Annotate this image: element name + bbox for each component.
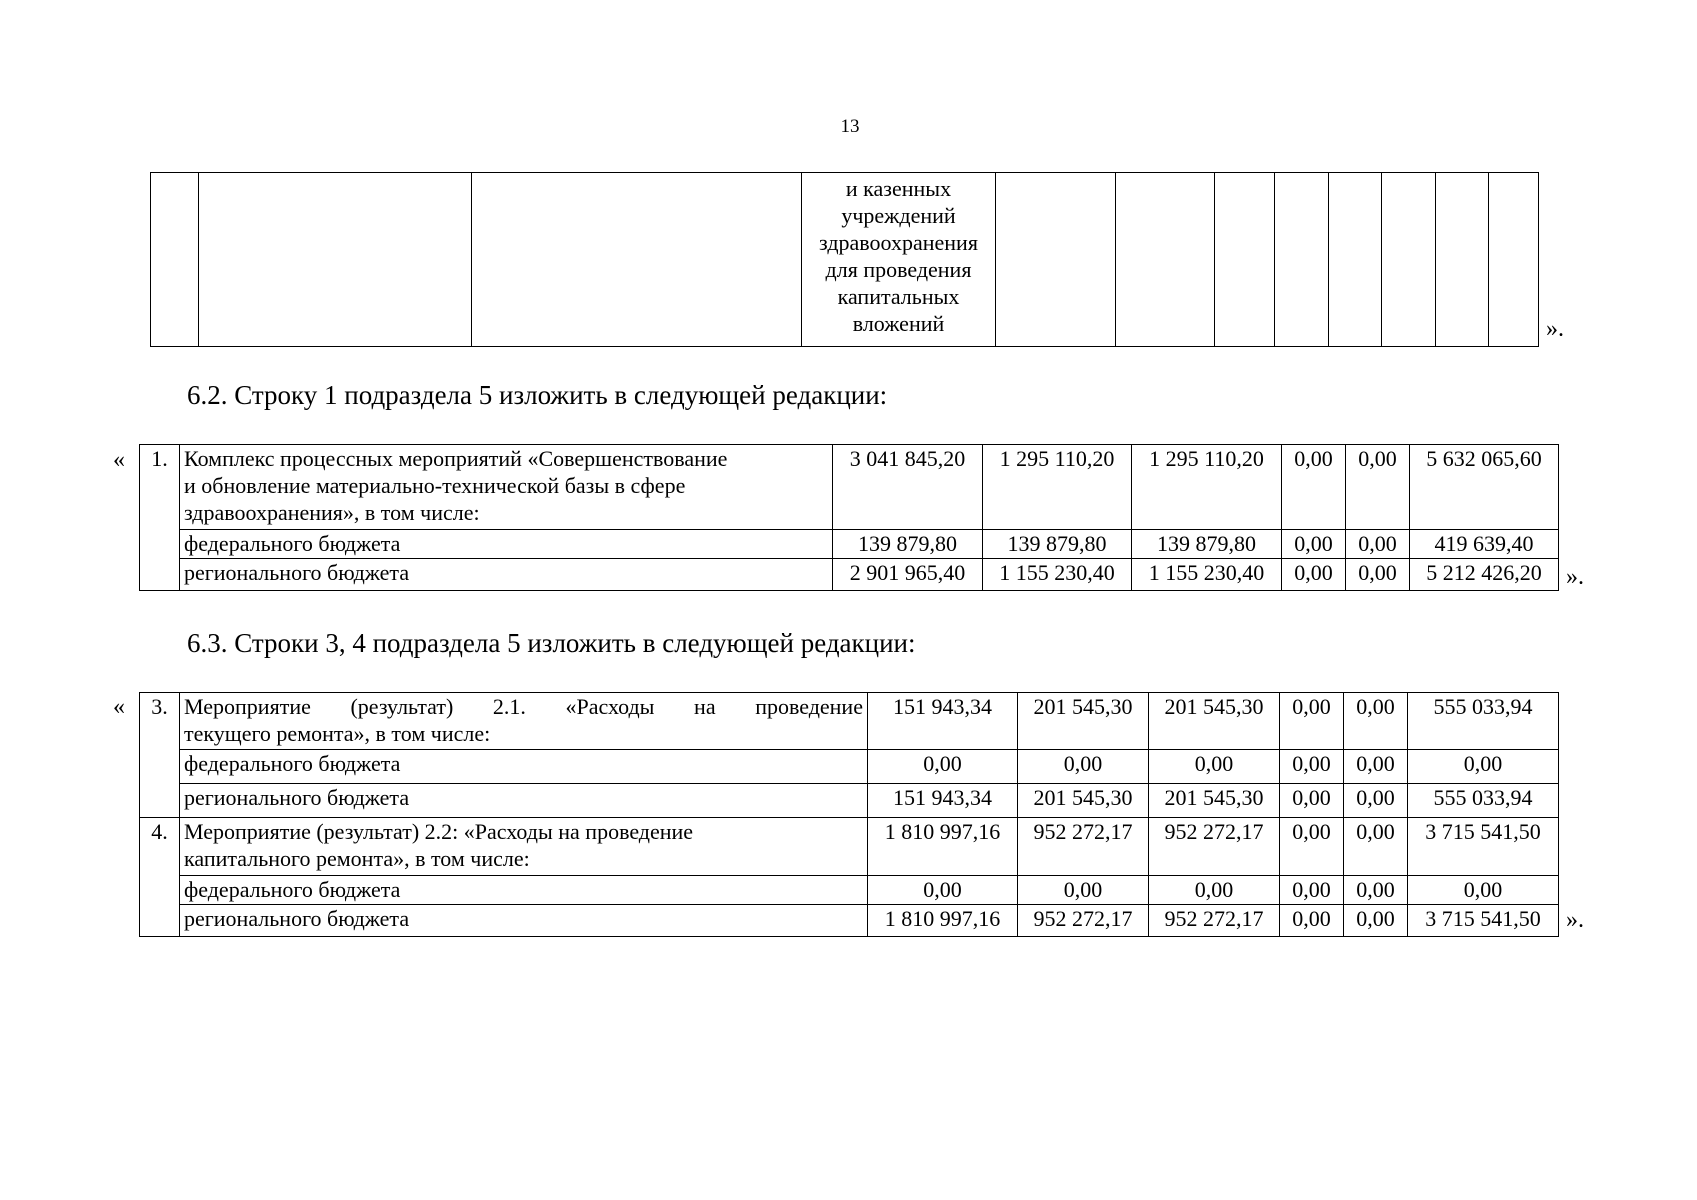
row-number: 4. [140, 818, 180, 937]
word: на [694, 694, 716, 719]
value-cell: 1 295 110,20 [1132, 445, 1282, 530]
value-cell: 139 879,80 [1132, 530, 1282, 559]
row-name [180, 693, 868, 750]
empty-cell [1329, 173, 1382, 347]
value-cell: 201 545,30 [1018, 693, 1149, 750]
empty-cell [1215, 173, 1275, 347]
value-cell: 952 272,17 [1018, 818, 1149, 876]
value-cell: 0,00 [1280, 876, 1344, 905]
value-cell: 0,00 [1344, 876, 1408, 905]
value-cell: 139 879,80 [983, 530, 1132, 559]
text-line: и казенных [845, 176, 952, 201]
value-cell: 0,00 [1344, 905, 1408, 937]
empty-cell [151, 173, 199, 347]
value-cell: 1 810 997,16 [868, 905, 1018, 937]
value-cell: 555 033,94 [1408, 693, 1559, 750]
value-cell: 952 272,17 [1149, 818, 1280, 876]
word: «Расходы [565, 694, 655, 719]
text-line: капитального ремонта», в том числе: [184, 846, 530, 871]
subrow-name: федерального бюджета [180, 750, 868, 784]
word: 2.1. [492, 694, 526, 719]
empty-cell [1382, 173, 1436, 347]
subrow-name: регионального бюджета [180, 905, 868, 937]
value-cell: 0,00 [1282, 530, 1346, 559]
value-cell: 0,00 [1344, 693, 1408, 750]
value-cell: 0,00 [868, 876, 1018, 905]
subrow-name: федерального бюджета [180, 876, 868, 905]
section-63-table [139, 692, 1559, 937]
value-cell: 1 155 230,40 [983, 559, 1132, 591]
subrow-name: федерального бюджета [180, 530, 833, 559]
empty-cell [1275, 173, 1329, 347]
text-line: здравоохранения», в том числе: [184, 500, 480, 525]
value-cell: 0,00 [1344, 784, 1408, 818]
value-cell: 0,00 [1280, 693, 1344, 750]
empty-cell [1116, 173, 1215, 347]
section-heading: 6.3. Строки 3, 4 подраздела 5 изложить в следующей редакции: [187, 628, 916, 658]
section-heading: 6.2. Строку 1 подраздела 5 изложить в следующей редакции: [187, 380, 888, 410]
value-cell: 201 545,30 [1149, 693, 1280, 750]
value-cell: 0,00 [1408, 750, 1559, 784]
closing-quote: ». [1566, 564, 1584, 590]
value-cell: 151 943,34 [868, 693, 1018, 750]
row-number: 1. [140, 445, 180, 591]
value-cell: 3 715 541,50 [1408, 818, 1559, 876]
text-line: капитальных [837, 284, 960, 309]
value-cell: 0,00 [1280, 818, 1344, 876]
opening-quote: « [113, 694, 125, 720]
value-cell: 952 272,17 [1018, 905, 1149, 937]
row-number: 3. [140, 693, 180, 818]
funding-source-cell [802, 173, 996, 347]
text-line: и обновление материально-технической базы в сфере [184, 473, 686, 498]
value-cell: 5 632 065,60 [1410, 445, 1559, 530]
value-cell: 201 545,30 [1018, 784, 1149, 818]
value-cell: 201 545,30 [1149, 784, 1280, 818]
value-cell: 0,00 [1344, 818, 1408, 876]
word: (результат) [350, 694, 454, 719]
value-cell: 0,00 [1280, 784, 1344, 818]
value-cell: 0,00 [1346, 445, 1410, 530]
value-cell: 151 943,34 [868, 784, 1018, 818]
value-cell: 419 639,40 [1410, 530, 1559, 559]
empty-cell [996, 173, 1116, 347]
row-name [180, 445, 833, 530]
text-line: вложений [852, 311, 945, 336]
value-cell: 555 033,94 [1408, 784, 1559, 818]
value-cell: 0,00 [1280, 905, 1344, 937]
empty-cell [472, 173, 802, 347]
empty-cell [199, 173, 472, 347]
value-cell: 0,00 [1149, 876, 1280, 905]
text-line: для проведения [825, 257, 972, 282]
value-cell: 952 272,17 [1149, 905, 1280, 937]
text-line: учреждений [841, 203, 956, 228]
closing-quote: ». [1546, 316, 1564, 342]
value-cell: 1 155 230,40 [1132, 559, 1282, 591]
value-cell: 2 901 965,40 [833, 559, 983, 591]
subrow-name: регионального бюджета [180, 784, 868, 818]
value-cell: 0,00 [1282, 559, 1346, 591]
page-number: 13 [840, 116, 860, 137]
word: проведение [755, 694, 863, 719]
closing-quote: ». [1566, 907, 1584, 933]
text-line: здравоохранения [819, 230, 978, 255]
continuation-table [150, 172, 1539, 347]
value-cell: 0,00 [1408, 876, 1559, 905]
text-line: текущего ремонта», в том числе: [184, 721, 491, 746]
value-cell: 0,00 [1280, 750, 1344, 784]
value-cell: 0,00 [868, 750, 1018, 784]
row-name [180, 818, 868, 876]
value-cell: 3 715 541,50 [1408, 905, 1559, 937]
value-cell: 0,00 [1282, 445, 1346, 530]
value-cell: 0,00 [1344, 750, 1408, 784]
value-cell: 0,00 [1346, 530, 1410, 559]
value-cell: 0,00 [1149, 750, 1280, 784]
value-cell: 1 295 110,20 [983, 445, 1132, 530]
subrow-name: регионального бюджета [180, 559, 833, 591]
word: Мероприятие [184, 694, 311, 719]
value-cell: 139 879,80 [833, 530, 983, 559]
value-cell: 3 041 845,20 [833, 445, 983, 530]
value-cell: 0,00 [1346, 559, 1410, 591]
value-cell: 1 810 997,16 [868, 818, 1018, 876]
text-line-justified [184, 693, 863, 720]
value-cell: 0,00 [1018, 750, 1149, 784]
text-line: Комплекс процессных мероприятий «Совершенствование [184, 446, 728, 471]
value-cell: 5 212 426,20 [1410, 559, 1559, 591]
section-62-table [139, 444, 1559, 591]
empty-cell [1489, 173, 1539, 347]
empty-cell [1436, 173, 1489, 347]
text-line: Мероприятие (результат) 2.2: «Расходы на проведение [184, 819, 694, 844]
value-cell: 0,00 [1018, 876, 1149, 905]
opening-quote: « [113, 447, 125, 473]
